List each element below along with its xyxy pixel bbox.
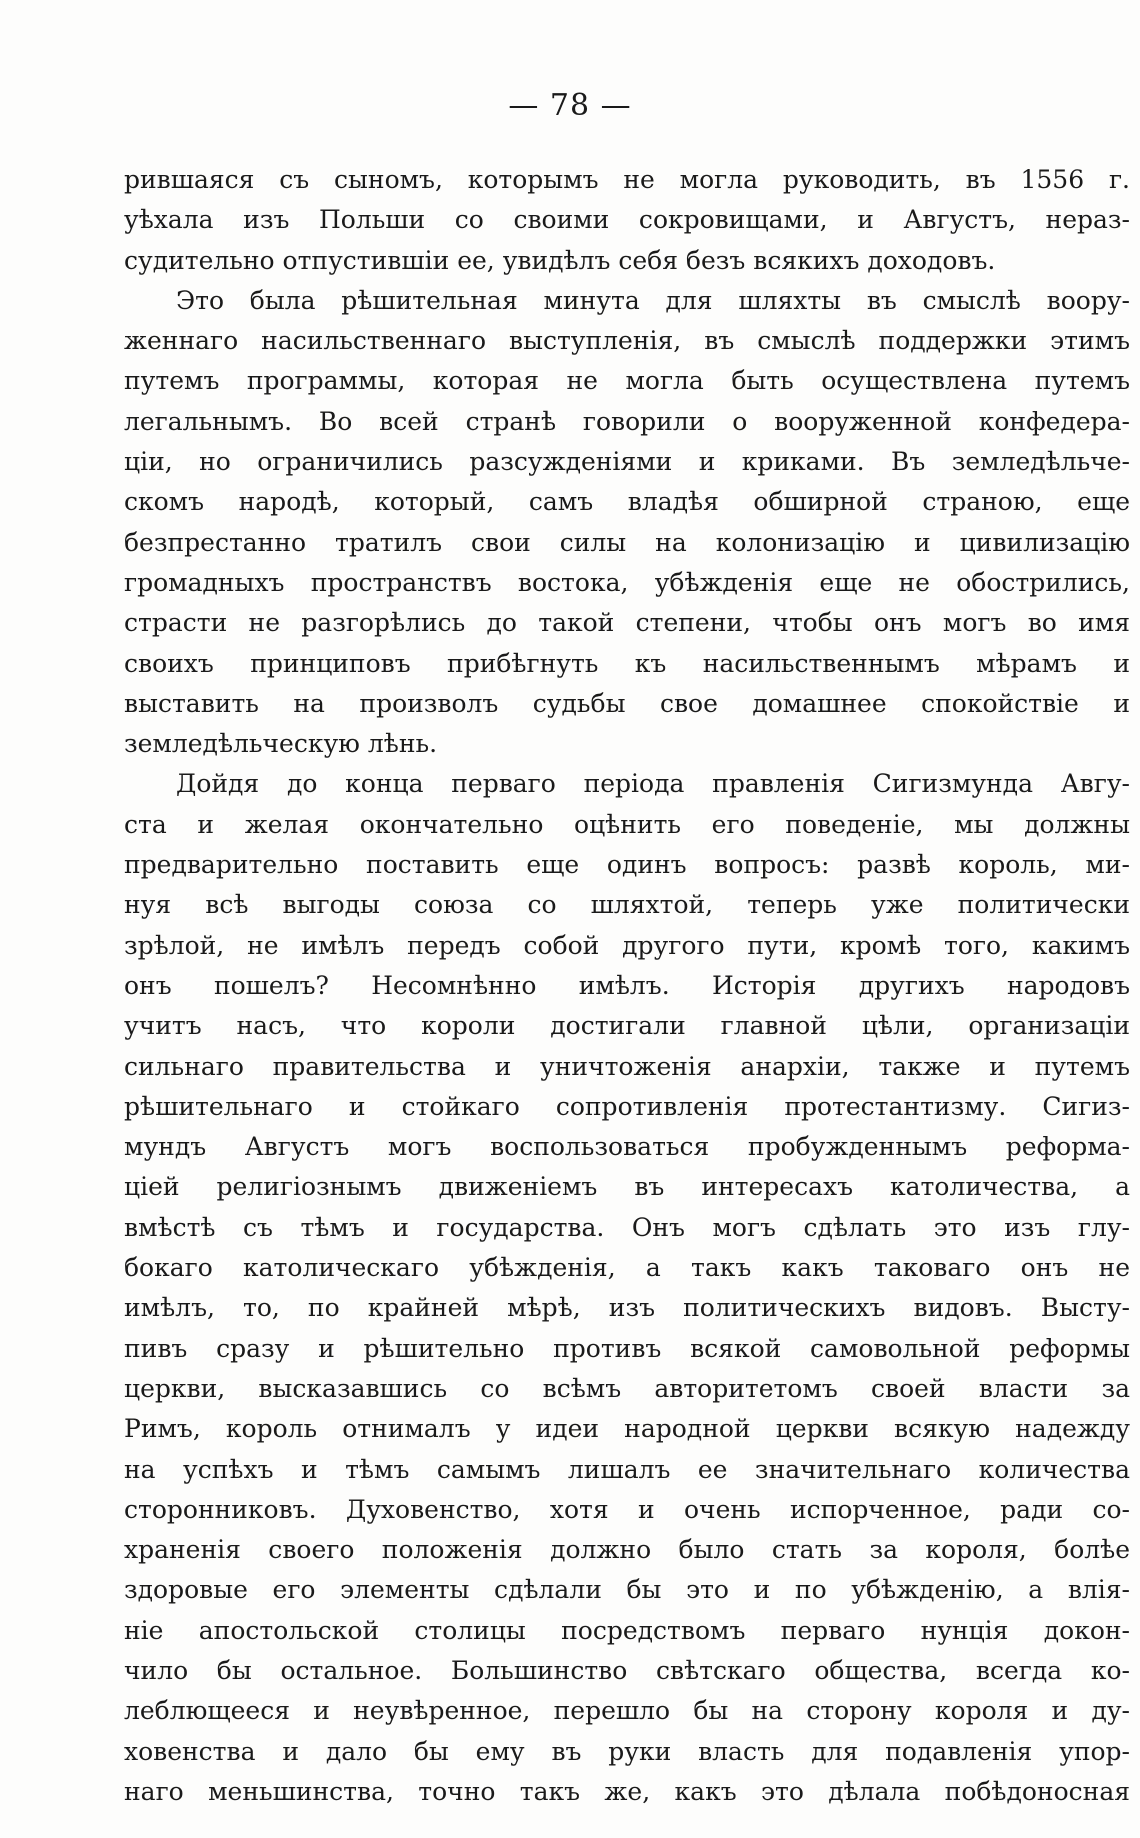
text-line: Римъ, король отнималъ у идеи народной церкви всякую надежду — [124, 1414, 1130, 1444]
text-line: сильнаго правительства и уничтоженія анархіи, также и путемъ — [124, 1051, 1130, 1081]
text-line: легальнымъ. Во всей странѣ говорили о вооруженной конфедера- — [124, 406, 1130, 436]
text-line: учитъ насъ, что короли достигали главной цѣли, организаціи — [124, 1011, 1130, 1041]
text-line: ніе апостольской столицы посредствомъ перваго нунція докон- — [124, 1615, 1130, 1645]
text-line: мундъ Августъ могъ воспользоваться пробужденнымъ реформа- — [124, 1132, 1130, 1162]
text-line: чило бы остальное. Большинство свѣтскаго общества, всегда ко- — [124, 1655, 1130, 1685]
text-line: нуя всѣ выгоды союза со шляхтой, теперь уже политически — [124, 890, 1130, 920]
text-line: предварительно поставить еще одинъ вопросъ: развѣ король, ми- — [124, 850, 1130, 880]
page-number: — 78 — — [508, 88, 632, 123]
text-line: пивъ сразу и рѣшительно противъ всякой самовольной реформы — [124, 1333, 1130, 1363]
text-line: храненія своего положенія должно было стать за короля, болѣе — [124, 1535, 1130, 1565]
text-line: выставить на произволъ судьбы свое домашнее спокойствіе и — [124, 688, 1130, 718]
text-line: онъ пошелъ? Несомнѣнно имѣлъ. Исторія другихъ народовъ — [124, 970, 1130, 1000]
text-line: земледѣльческую лѣнь. — [124, 729, 438, 759]
text-line: рѣшительнаго и стойкаго сопротивленія протестантизму. Сигиз- — [124, 1091, 1130, 1121]
text-line: бокаго католическаго убѣжденія, а такъ какъ таковаго онъ не — [124, 1253, 1130, 1283]
text-line: своихъ принциповъ прибѣгнуть къ насильственнымъ мѣрамъ и — [124, 648, 1130, 678]
text-line: леблющееся и неувѣренное, перешло бы на сторону короля и ду- — [124, 1696, 1130, 1726]
text-line: Дойдя до конца перваго періода правленія Сигизмунда Авгу- — [176, 769, 1130, 799]
paragraph — [124, 281, 1130, 765]
text-line: наго меньшинства, точно такъ же, какъ это дѣлала побѣдоносная — [124, 1776, 1130, 1806]
text-line: страсти не разгорѣлись до такой степени, чтобы онъ могъ во имя — [124, 608, 1130, 638]
text-line: скомъ народѣ, который, самъ владѣя обширной страною, еще — [124, 487, 1130, 517]
text-line: ста и желая окончательно оцѣнить его поведеніе, мы должны — [124, 809, 1130, 839]
text-line: женнаго насильственнаго выступленія, въ смыслѣ поддержки этимъ — [124, 326, 1130, 356]
paragraph — [124, 160, 1130, 281]
text-line: безпрестанно тратилъ свои силы на колонизацію и цивилизацію — [124, 527, 1130, 557]
text-line: здоровые его элементы сдѣлали бы это и по убѣжденію, а влія- — [124, 1575, 1130, 1605]
text-line: рившаяся съ сыномъ, которымъ не могла руководить, въ 1556 г. — [124, 165, 1130, 194]
text-line: ховенства и дало бы ему въ руки власть для подавленія упор- — [124, 1736, 1130, 1766]
text-line: церкви, высказавшись со всѣмъ авторитетомъ своей власти за — [124, 1373, 1130, 1403]
text-line: уѣхала изъ Польши со своими сокровищами, и Августъ, нераз- — [124, 205, 1130, 235]
paragraph — [124, 764, 1130, 1812]
text-line: вмѣстѣ съ тѣмъ и государства. Онъ могъ сдѣлать это изъ глу- — [124, 1212, 1130, 1242]
body-text — [124, 160, 1130, 1812]
text-line: Это была рѣшительная минута для шляхты въ смыслѣ воору- — [176, 285, 1130, 315]
text-line: имѣлъ, то, по крайней мѣрѣ, изъ политическихъ видовъ. Высту- — [124, 1293, 1130, 1323]
text-line: путемъ программы, которая не могла быть осуществлена путемъ — [124, 366, 1130, 396]
text-line: ціей религіознымъ движеніемъ въ интересахъ католичества, а — [124, 1172, 1130, 1202]
text-line: ціи, но ограничились разсужденіями и криками. Въ земледѣльче- — [124, 447, 1130, 477]
text-line: сторонниковъ. Духовенство, хотя и очень испорченное, ради со- — [124, 1494, 1130, 1524]
text-line: зрѣлой, не имѣлъ передъ собой другого пути, кромѣ того, какимъ — [124, 930, 1130, 960]
text-line: на успѣхъ и тѣмъ самымъ лишалъ ее значительнаго количества — [124, 1454, 1130, 1484]
text-line: громадныхъ пространствъ востока, убѣжденія еще не обострились, — [124, 567, 1130, 597]
text-line: судительно отпустившіи ее, увидѣлъ себя безъ всякихъ доходовъ. — [124, 245, 996, 275]
